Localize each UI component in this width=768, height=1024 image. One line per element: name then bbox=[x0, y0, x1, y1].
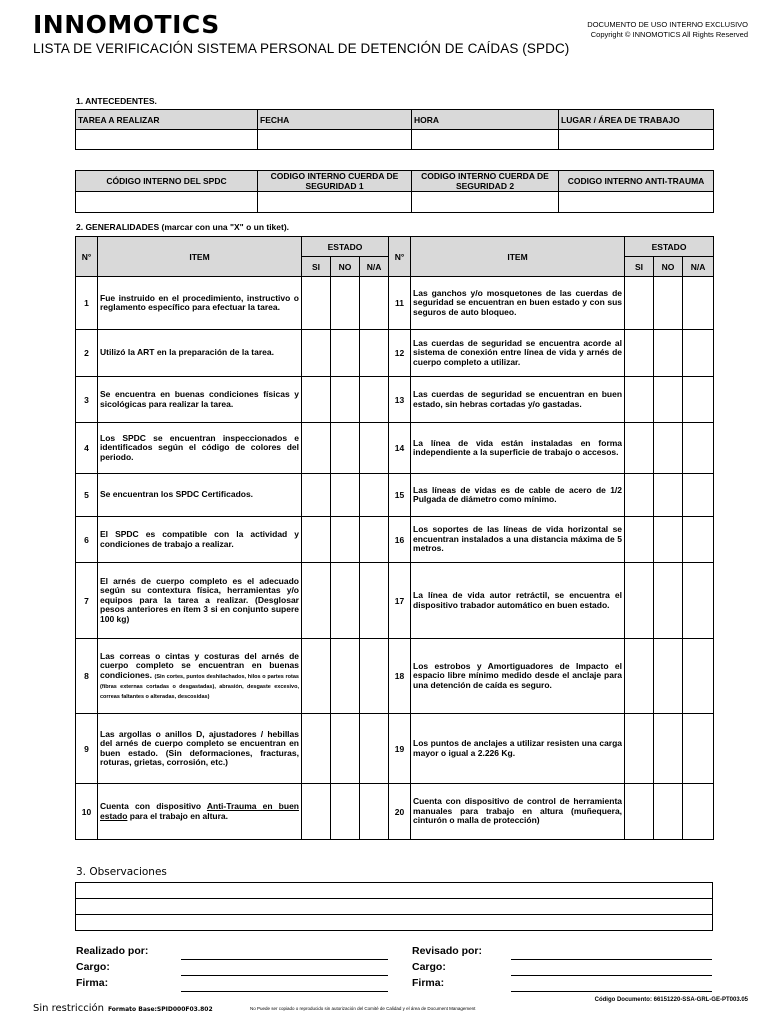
realizado-label: Realizado por: bbox=[76, 945, 149, 957]
cargo-label-right: Cargo: bbox=[412, 961, 446, 973]
check-no[interactable] bbox=[654, 639, 683, 714]
header-num-left: N° bbox=[76, 237, 98, 277]
section-observaciones-label: 3. Observaciones bbox=[76, 866, 167, 878]
check-na[interactable] bbox=[360, 517, 389, 563]
revisado-line[interactable] bbox=[511, 959, 712, 960]
item-text: Los puntos de anclajes a utilizar resisten una carga mayor o igual a 2.226 Kg. bbox=[411, 714, 625, 784]
check-si[interactable] bbox=[625, 714, 654, 784]
item-number: 1 bbox=[76, 277, 98, 330]
col-codigo-cuerda-1: CODIGO INTERNO CUERDA DE SEGURIDAD 1 bbox=[258, 171, 412, 192]
observaciones-line[interactable] bbox=[76, 915, 713, 931]
check-si[interactable] bbox=[302, 423, 331, 474]
check-na[interactable] bbox=[360, 714, 389, 784]
brand-logo: INNOMOTICS bbox=[33, 10, 220, 39]
firma-line-left[interactable] bbox=[181, 991, 388, 992]
cargo-line-left[interactable] bbox=[181, 975, 388, 976]
item-text-pre: Cuenta con dispositivo bbox=[100, 801, 207, 811]
table-row bbox=[76, 517, 714, 563]
col-fecha: FECHA bbox=[258, 110, 412, 130]
field-hora[interactable] bbox=[412, 130, 559, 150]
check-na[interactable] bbox=[683, 474, 714, 517]
check-si[interactable] bbox=[625, 517, 654, 563]
check-si[interactable] bbox=[302, 330, 331, 377]
item-text: Se encuentra en buenas condiciones físicas y sicológicas para realizar la tarea. bbox=[98, 377, 302, 423]
table-row bbox=[76, 330, 714, 377]
check-no[interactable] bbox=[654, 474, 683, 517]
field-codigo-anti-trauma[interactable] bbox=[559, 192, 714, 213]
item-number: 12 bbox=[389, 330, 411, 377]
item-text: El SPDC es compatible con la actividad y condiciones de trabajo a realizar. bbox=[98, 517, 302, 563]
check-si[interactable] bbox=[302, 639, 331, 714]
section-generalidades-label: 2. GENERALIDADES (marcar con una "X" o un tiket). bbox=[76, 222, 290, 232]
firma-line-right[interactable] bbox=[511, 991, 712, 992]
check-no[interactable] bbox=[331, 784, 360, 840]
header-na-left: N/A bbox=[360, 257, 389, 277]
internal-line-1: DOCUMENTO DE USO INTERNO EXCLUSIVO bbox=[587, 20, 748, 29]
check-no[interactable] bbox=[654, 563, 683, 639]
revisado-label: Revisado por: bbox=[412, 945, 483, 957]
observaciones-line[interactable] bbox=[76, 899, 713, 915]
item-number: 4 bbox=[76, 423, 98, 474]
item-text: El arnés de cuerpo completo es el adecuado según su contextura física, herramientas y/o equipos para la tarea a realizar. (Desglosar pesos anteriores en ítem 3 si en conjunto supere 100 kg) bbox=[98, 563, 302, 639]
item-number: 16 bbox=[389, 517, 411, 563]
table-row bbox=[76, 423, 714, 474]
item-number: 18 bbox=[389, 639, 411, 714]
internal-line-2: Copyright © INNOMOTICS All Rights Reserved bbox=[590, 30, 748, 39]
check-si[interactable] bbox=[302, 377, 331, 423]
check-no[interactable] bbox=[331, 714, 360, 784]
check-si[interactable] bbox=[625, 563, 654, 639]
page-title: LISTA DE VERIFICACIÓN SISTEMA PERSONAL DE DETENCIÓN DE CAÍDAS (SPDC) bbox=[33, 41, 570, 56]
item-text-post: para el trabajo en altura. bbox=[127, 810, 229, 821]
field-codigo-cuerda-1[interactable] bbox=[258, 192, 412, 213]
check-no[interactable] bbox=[331, 423, 360, 474]
item-number: 13 bbox=[389, 377, 411, 423]
check-no[interactable] bbox=[331, 330, 360, 377]
field-fecha[interactable] bbox=[258, 130, 412, 150]
observaciones-line[interactable] bbox=[76, 883, 713, 899]
check-no[interactable] bbox=[654, 330, 683, 377]
item-text-detail: (Sin cortes, puntos deshilachados, hilos o partes rotas (fibras externas cortadas o desgastadas), abrasión, desgaste excesivo, correas faltantes o alteradas, descosidas) bbox=[100, 673, 299, 700]
field-codigo-cuerda-2[interactable] bbox=[412, 192, 559, 213]
check-si[interactable] bbox=[625, 423, 654, 474]
item-text: Las ganchos y/o mosquetones de las cuerdas de seguridad se encuentran en buen estado y con sus seguros de auto bloqueo. bbox=[411, 277, 625, 330]
col-hora: HORA bbox=[412, 110, 559, 130]
check-na[interactable] bbox=[683, 277, 714, 330]
field-codigo-spdc[interactable] bbox=[76, 192, 258, 213]
item-text: Los soportes de las líneas de vida horizontal se encuentran instalados a una distancia máxima de 5 metros. bbox=[411, 517, 625, 563]
header-si-left: SI bbox=[302, 257, 331, 277]
item-number: 20 bbox=[389, 784, 411, 840]
item-number: 11 bbox=[389, 277, 411, 330]
header-estado-right: ESTADO bbox=[625, 237, 714, 257]
item-text: Fue instruido en el procedimiento, instructivo o reglamento específico para efectuar la tarea. bbox=[98, 277, 302, 330]
check-si[interactable] bbox=[302, 784, 331, 840]
table-row bbox=[76, 784, 714, 840]
item-text bbox=[98, 639, 302, 714]
check-si[interactable] bbox=[302, 474, 331, 517]
table-row bbox=[76, 563, 714, 639]
field-lugar[interactable] bbox=[559, 130, 714, 150]
header-no-right: NO bbox=[654, 257, 683, 277]
item-number: 9 bbox=[76, 714, 98, 784]
field-tarea[interactable] bbox=[76, 130, 258, 150]
item-number: 14 bbox=[389, 423, 411, 474]
checklist-table bbox=[75, 236, 714, 840]
check-no[interactable] bbox=[331, 377, 360, 423]
check-na[interactable] bbox=[683, 517, 714, 563]
codes-table bbox=[75, 170, 714, 213]
header-estado-left: ESTADO bbox=[302, 237, 389, 257]
check-no[interactable] bbox=[331, 563, 360, 639]
observaciones-table bbox=[75, 882, 713, 931]
item-number: 6 bbox=[76, 517, 98, 563]
table-row bbox=[76, 377, 714, 423]
item-number: 17 bbox=[389, 563, 411, 639]
check-na[interactable] bbox=[683, 639, 714, 714]
header-si-right: SI bbox=[625, 257, 654, 277]
item-number: 3 bbox=[76, 377, 98, 423]
cargo-line-right[interactable] bbox=[511, 975, 712, 976]
check-na[interactable] bbox=[360, 423, 389, 474]
col-codigo-cuerda-2: CODIGO INTERNO CUERDA DE SEGURIDAD 2 bbox=[412, 171, 559, 192]
footer-formato: Formato Base:SPID000F03.802 bbox=[107, 1006, 213, 1013]
item-number: 5 bbox=[76, 474, 98, 517]
check-no[interactable] bbox=[654, 377, 683, 423]
table-row bbox=[76, 277, 714, 330]
check-na[interactable] bbox=[360, 639, 389, 714]
check-na[interactable] bbox=[360, 563, 389, 639]
check-na[interactable] bbox=[683, 714, 714, 784]
item-number: 7 bbox=[76, 563, 98, 639]
section-antecedentes-label: 1. ANTECEDENTES. bbox=[76, 96, 157, 106]
check-si[interactable] bbox=[625, 330, 654, 377]
check-si[interactable] bbox=[302, 563, 331, 639]
check-na[interactable] bbox=[683, 330, 714, 377]
internal-notice bbox=[587, 20, 748, 40]
item-text: La línea de vida están instaladas en forma independiente a la superficie de trabajo o accesos. bbox=[411, 423, 625, 474]
check-no[interactable] bbox=[331, 639, 360, 714]
check-na[interactable] bbox=[683, 377, 714, 423]
check-si[interactable] bbox=[625, 377, 654, 423]
col-codigo-spdc: CÓDIGO INTERNO DEL SPDC bbox=[76, 171, 258, 192]
check-si[interactable] bbox=[625, 277, 654, 330]
col-codigo-anti-trauma: CODIGO INTERNO ANTI-TRAUMA bbox=[559, 171, 714, 192]
table-row bbox=[76, 714, 714, 784]
item-text: La línea de vida autor retráctil, se encuentra el dispositivo trabador automático en buen estado. bbox=[411, 563, 625, 639]
header-na-right: N/A bbox=[683, 257, 714, 277]
check-no[interactable] bbox=[331, 474, 360, 517]
check-na[interactable] bbox=[683, 784, 714, 840]
footer-classification bbox=[33, 1003, 213, 1014]
col-lugar: LUGAR / ÁREA DE TRABAJO bbox=[559, 110, 714, 130]
item-number: 10 bbox=[76, 784, 98, 840]
check-no[interactable] bbox=[654, 423, 683, 474]
item-text-underlined: Anti-Trauma en buen estado bbox=[100, 801, 299, 821]
footer-notice: No Puede ser copiado o reproducido sin autorización del Comité de Calidad y el área de Document Management bbox=[250, 1006, 476, 1011]
item-text: Las cuerdas de seguridad se encuentran en buen estado, sin hebras cortadas y/o gastadas. bbox=[411, 377, 625, 423]
item-text: Utilizó la ART en la preparación de la tarea. bbox=[98, 330, 302, 377]
check-si[interactable] bbox=[302, 517, 331, 563]
antecedentes-table bbox=[75, 109, 714, 150]
header-no-left: NO bbox=[331, 257, 360, 277]
firma-label-right: Firma: bbox=[412, 977, 445, 989]
item-number: 8 bbox=[76, 639, 98, 714]
item-text: Los estrobos y Amortiguadores de Impacto el espacio libre mínimo medido desde el anclaje para una detención de caída es seguro. bbox=[411, 639, 625, 714]
footer-restriction: Sin restricción bbox=[33, 1003, 104, 1014]
item-text: Cuenta con dispositivo de control de herramienta manuales para trabajo en altura (muñequera, cinturón o malla de protección) bbox=[411, 784, 625, 840]
item-text-main: Las correas o cintas y costuras del arnés de cuerpo completo se encuentran en buenas condiciones. bbox=[100, 650, 299, 680]
item-text: Las argollas o anillos D, ajustadores / hebillas del arnés de cuerpo completo se encuentran en buen estado. (Sin deformaciones, fracturas, roturas, grietas, corrosión, etc.) bbox=[98, 714, 302, 784]
item-text: Las cuerdas de seguridad se encuentra acorde al sistema de conexión entre línea de vida y arnés de cuerpo completo a utilizar. bbox=[411, 330, 625, 377]
table-row bbox=[76, 639, 714, 714]
header-item-left: ITEM bbox=[98, 237, 302, 277]
check-no[interactable] bbox=[654, 714, 683, 784]
item-text bbox=[98, 784, 302, 840]
item-number: 15 bbox=[389, 474, 411, 517]
item-text: Los SPDC se encuentran inspeccionados e identificados según el código de colores del periodo. bbox=[98, 423, 302, 474]
check-no[interactable] bbox=[654, 277, 683, 330]
check-na[interactable] bbox=[360, 277, 389, 330]
header-num-right: N° bbox=[389, 237, 411, 277]
footer-document-code: Código Documento: 66151220-SSA-GRL-GE-PT003.05 bbox=[594, 997, 748, 1003]
item-text: Las líneas de vidas es de cable de acero de 1/2 Pulgada de diámetro como mínimo. bbox=[411, 474, 625, 517]
check-no[interactable] bbox=[654, 517, 683, 563]
item-number: 2 bbox=[76, 330, 98, 377]
firma-label-left: Firma: bbox=[76, 977, 109, 989]
check-na[interactable] bbox=[360, 784, 389, 840]
table-row bbox=[76, 474, 714, 517]
check-si[interactable] bbox=[625, 474, 654, 517]
check-si[interactable] bbox=[625, 639, 654, 714]
col-tarea: TAREA A REALIZAR bbox=[76, 110, 258, 130]
realizado-line[interactable] bbox=[181, 959, 388, 960]
check-si[interactable] bbox=[625, 784, 654, 840]
check-no[interactable] bbox=[331, 277, 360, 330]
check-na[interactable] bbox=[683, 563, 714, 639]
check-no[interactable] bbox=[654, 784, 683, 840]
cargo-label-left: Cargo: bbox=[76, 961, 110, 973]
item-number: 19 bbox=[389, 714, 411, 784]
item-text: Se encuentran los SPDC Certificados. bbox=[98, 474, 302, 517]
check-si[interactable] bbox=[302, 714, 331, 784]
check-na[interactable] bbox=[683, 423, 714, 474]
check-na[interactable] bbox=[360, 377, 389, 423]
check-na[interactable] bbox=[360, 330, 389, 377]
header-item-right: ITEM bbox=[411, 237, 625, 277]
check-na[interactable] bbox=[360, 474, 389, 517]
check-no[interactable] bbox=[331, 517, 360, 563]
check-si[interactable] bbox=[302, 277, 331, 330]
